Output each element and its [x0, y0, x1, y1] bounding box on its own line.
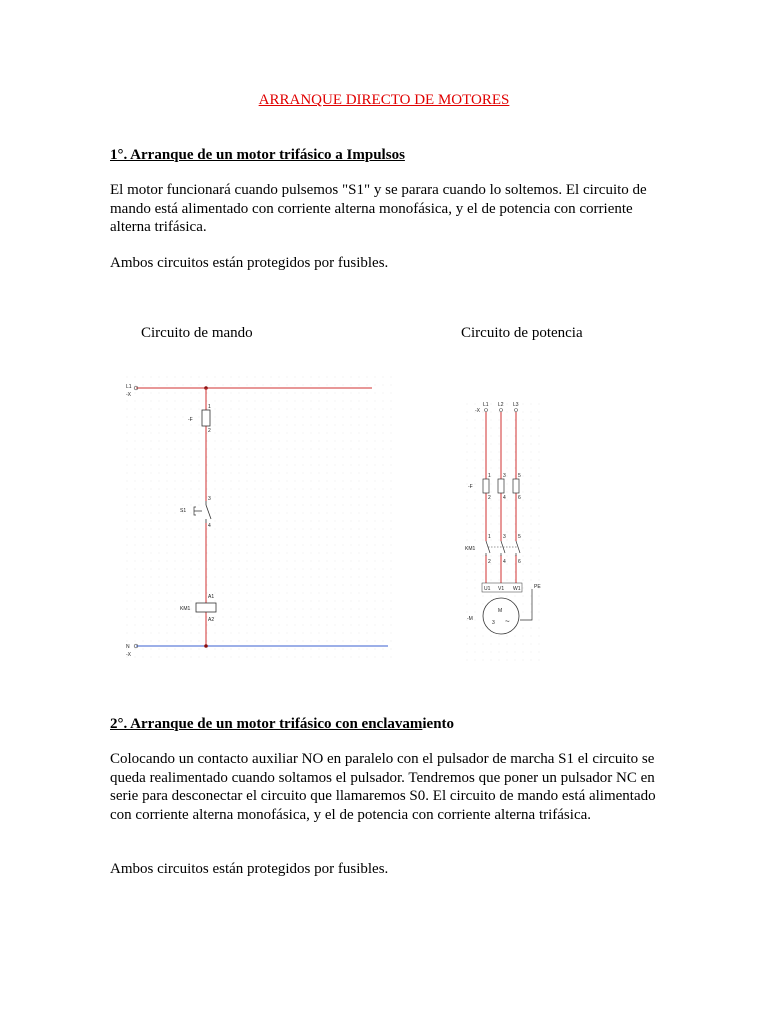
label-l1: L1: [483, 402, 489, 408]
label-x1: -X: [126, 392, 131, 398]
control-circuit-diagram: [110, 368, 400, 668]
motor-symbol: [483, 598, 519, 634]
label-s1: S1: [180, 508, 187, 514]
section-2-heading-underlined: 2°. Arranque de un motor trifásico con enclavam: [110, 716, 423, 732]
km-terminal-top-3: 5: [518, 534, 521, 540]
motor-phase-count: 3: [492, 620, 495, 626]
fuse-terminal-top-2: 3: [503, 473, 506, 479]
km-terminal-bottom-1: 2: [488, 559, 491, 565]
fuse-terminal-top: 1: [208, 404, 211, 410]
junction-bottom: [204, 644, 208, 648]
label-l2: L2: [498, 402, 504, 408]
terminal-v1: V1: [498, 586, 505, 592]
coil-terminal-a2: A2: [208, 617, 215, 623]
section-2-heading: [110, 716, 454, 733]
caption-circuito-mando: Circuito de mando: [141, 325, 253, 341]
fuse-terminal-top-1: 1: [488, 473, 491, 479]
fuse-terminal-top-3: 5: [518, 473, 521, 479]
page-title: ARRANQUE DIRECTO DE MOTORES: [258, 92, 510, 108]
terminal-pe: PE: [534, 584, 541, 590]
section-2-paragraph-1: Colocando un contacto auxiliar NO en paralelo con el pulsador de marcha S1 el circuito se queda realimentado cuando soltamos el pulsador. Tendremos que poner un pulsador NC en serie para desconectar el circuito que llamaremos S0. El circuito de mando está alimentado con corriente alterna monofásica, y el de potencia con corriente alterna trifásica.: [110, 751, 656, 823]
label-motor: -M: [467, 616, 473, 622]
fuse-1: [483, 479, 489, 493]
section-1-heading: 1°. Arranque de un motor trifásico a Impulsos: [110, 147, 405, 163]
motor-ac-symbol: ~: [505, 617, 510, 626]
s1-terminal-top: 3: [208, 496, 211, 502]
fuse-symbol: [202, 410, 210, 426]
fuse-terminal-bottom-2: 4: [503, 495, 506, 501]
label-fuse: -F: [188, 417, 193, 423]
label-l1: L1: [126, 384, 132, 390]
fuse-2: [498, 479, 504, 493]
label-x: -X: [475, 408, 480, 414]
section-1-paragraph-2: Ambos circuitos están protegidos por fusibles.: [110, 255, 389, 271]
grid-background: [120, 376, 395, 661]
section-2-paragraph-2: Ambos circuitos están protegidos por fusibles.: [110, 861, 389, 877]
section-1-paragraph-1: El motor funcionará cuando pulsemos "S1" y se parara cuando lo soltemos. El circuito de mando está alimentado con corriente alterna monofásica, y el de potencia con corriente alterna trifásica.: [110, 182, 647, 235]
km-terminal-top-1: 1: [488, 534, 491, 540]
fuse-terminal-bottom: 2: [208, 428, 211, 434]
label-n: N: [126, 644, 130, 650]
fuse-3: [513, 479, 519, 493]
power-circuit-diagram: [458, 395, 548, 665]
coil-km1: [196, 603, 216, 612]
label-x2: -X: [126, 652, 131, 658]
s1-terminal-bottom: 4: [208, 523, 211, 529]
section-2-heading-rest: iento: [422, 716, 455, 732]
terminal-w1: W1: [513, 586, 521, 592]
km-terminal-top-2: 3: [503, 534, 506, 540]
coil-terminal-a1: A1: [208, 594, 215, 600]
fuse-terminal-bottom-3: 6: [518, 495, 521, 501]
motor-label-m: M: [498, 608, 503, 614]
label-km1: KM1: [180, 606, 191, 612]
label-l3: L3: [513, 402, 519, 408]
label-fuse: -F: [468, 484, 473, 490]
km-terminal-bottom-3: 6: [518, 559, 521, 565]
km-terminal-bottom-2: 4: [503, 559, 506, 565]
label-km1: KM1: [465, 546, 476, 552]
terminal-u1: U1: [484, 586, 491, 592]
caption-circuito-potencia: Circuito de potencia: [461, 325, 583, 341]
fuse-terminal-bottom-1: 2: [488, 495, 491, 501]
